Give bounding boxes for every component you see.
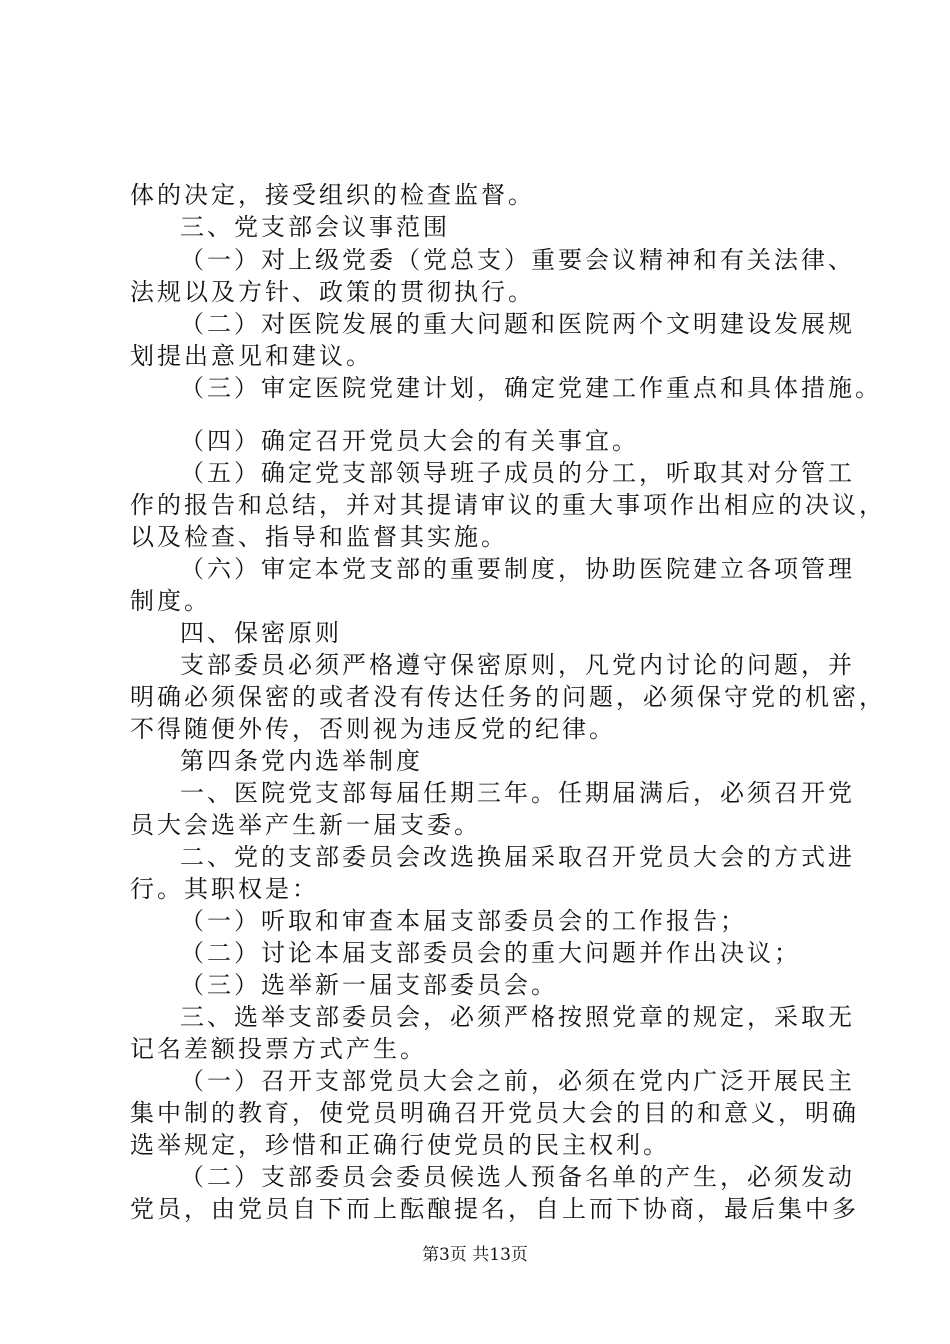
text-line: 体的决定，接受组织的检查监督。 (130, 181, 535, 209)
text-line: 行。其职权是： (130, 875, 319, 903)
text-line: 选举规定，珍惜和正确行使党员的民主权利。 (130, 1131, 670, 1159)
text-line: 一、医院党支部每届任期三年。任期届满后，必须召开党 (180, 779, 855, 807)
text-line: 以及检查、指导和监督其实施。 (130, 523, 508, 551)
text-line: （六）审定本党支部的重要制度，协助医院建立各项管理 (180, 555, 855, 583)
article-heading: 第四条党内选举制度 (180, 747, 423, 775)
text-line: （三）审定医院党建计划，确定党建工作重点和具体措施。 (180, 374, 882, 402)
text-line: 记名差额投票方式产生。 (130, 1035, 427, 1063)
text-line: （一）听取和审查本届支部委员会的工作报告； (180, 907, 747, 935)
text-line: （一）对上级党委（党总支）重要会议精神和有关法律、 (180, 246, 855, 274)
text-line: （四）确定召开党员大会的有关事宜。 (180, 427, 639, 455)
section-heading: 四、保密原则 (180, 619, 342, 647)
page-footer: 第3页 共13页 (422, 1245, 528, 1265)
section-heading: 三、党支部会议事范围 (180, 213, 450, 241)
text-line: （五）确定党支部领导班子成员的分工，听取其对分管工 (180, 459, 855, 487)
text-line: 法规以及方针、政策的贯彻执行。 (130, 278, 535, 306)
text-line: （二）支部委员会委员候选人预备名单的产生，必须发动 (180, 1163, 855, 1191)
text-line: （三）选举新一届支部委员会。 (180, 971, 558, 999)
text-line: 支部委员必须严格遵守保密原则，凡党内讨论的问题，并 (180, 651, 855, 679)
text-line: 明确必须保密的或者没有传达任务的问题，必须保守党的机密， (130, 683, 886, 711)
text-line: （二）对医院发展的重大问题和医院两个文明建设发展规 (180, 310, 855, 338)
text-line: 员大会选举产生新一届支委。 (130, 811, 481, 839)
text-line: 不得随便外传，否则视为违反党的纪律。 (130, 715, 616, 743)
text-line: （二）讨论本届支部委员会的重大问题并作出决议； (180, 939, 801, 967)
text-line: 党员，由党员自下而上酝酿提名，自上而下协商，最后集中多 (130, 1195, 859, 1223)
text-line: 三、选举支部委员会，必须严格按照党章的规定，采取无 (180, 1003, 855, 1031)
text-line: 集中制的教育，使党员明确召开党员大会的目的和意义，明确 (130, 1099, 859, 1127)
text-line: （一）召开支部党员大会之前，必须在党内广泛开展民主 (180, 1067, 855, 1095)
text-line: 二、党的支部委员会改选换届采取召开党员大会的方式进 (180, 843, 855, 871)
text-line: 制度。 (130, 587, 211, 615)
text-line: 作的报告和总结，并对其提请审议的重大事项作出相应的决议， (130, 491, 886, 519)
text-line: 划提出意见和建议。 (130, 342, 373, 370)
